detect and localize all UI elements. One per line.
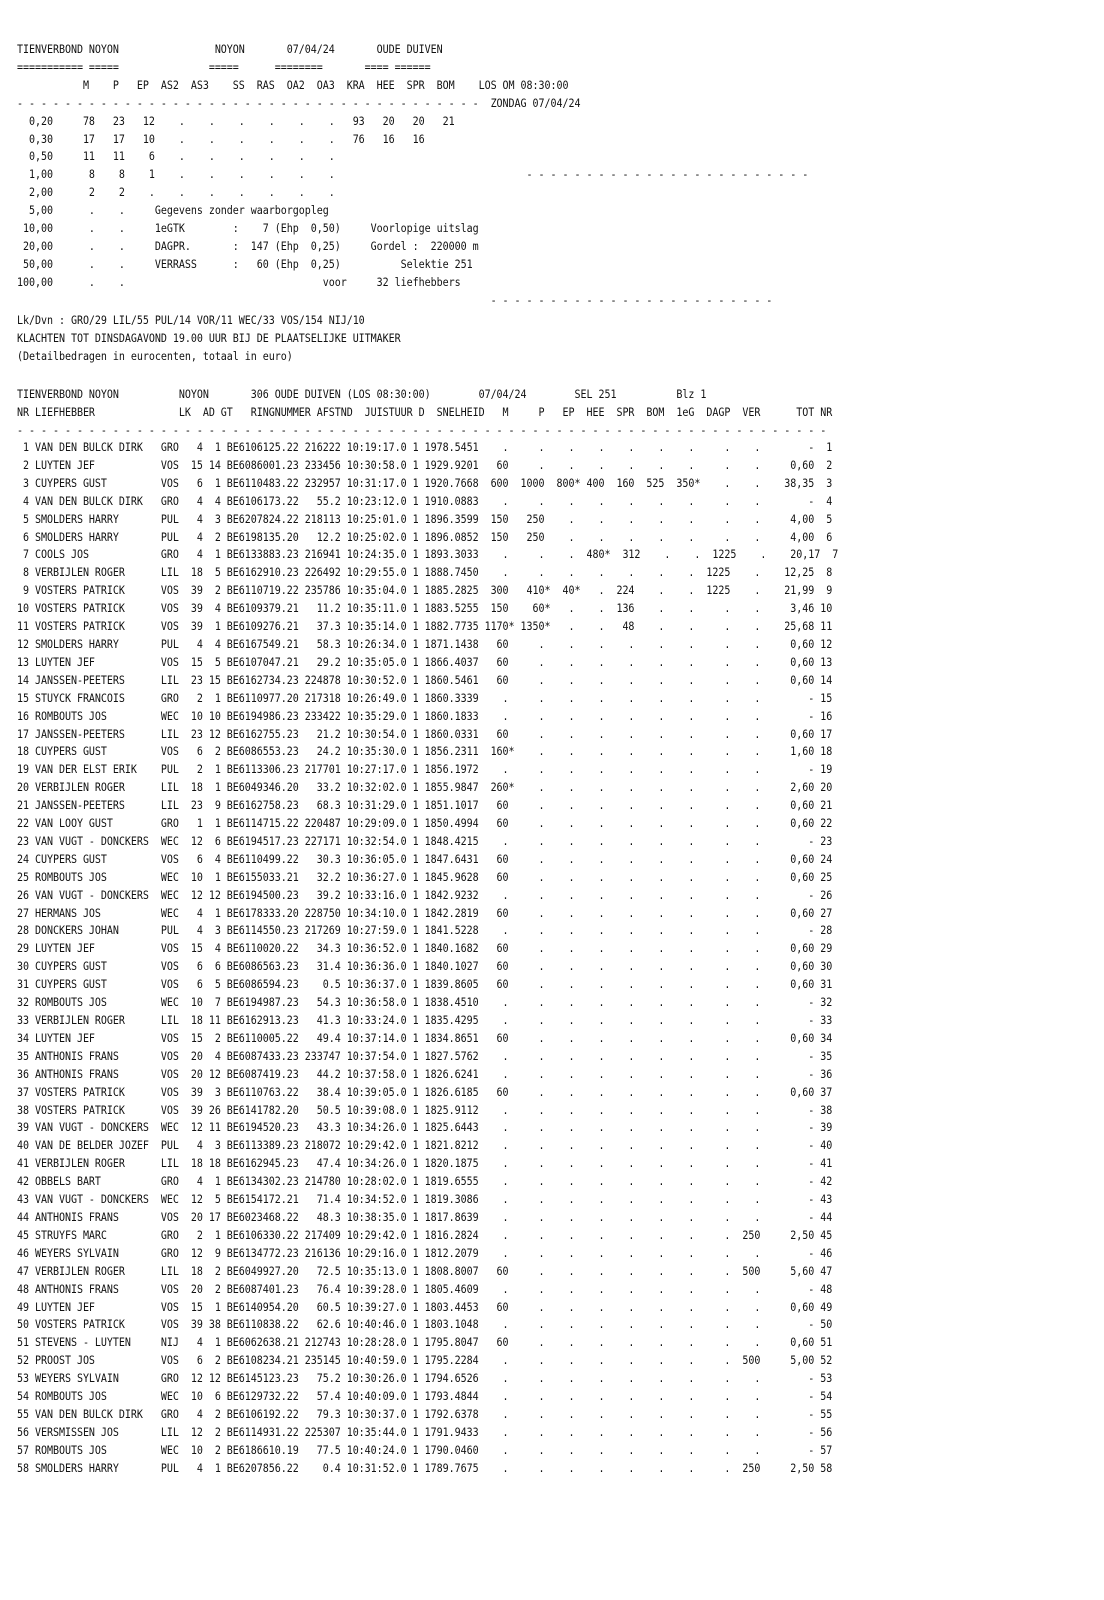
summary-header-line: 50,00 . . VERRASS : 60 (Ehp 0,25) Selektie 251 [17,256,473,271]
table-row: 27 HERMANS JOS WEC 4 1 BE6178333.20 228750 10:34:10.0 1 1842.2819 60 . . . . . . . . 0,60 27 [17,905,833,920]
table-row: 14 JANSSEN-PEETERS LIL 23 15 BE6162734.23 224878 10:30:52.0 1 1860.5461 60 . . . . . . . . 0,60 14 [17,672,833,687]
table-header-line: - - - - - - - - - - - - - - - - - - - - - - - - - - - - - - - - - - - - - - - - - - - - - - - - - - - - - - - - - - - - - - - - - - - - [17,422,827,437]
table-row: 52 PROOST JOS VOS 6 2 BE6108234.21 235145 10:40:59.0 1 1795.2284 . . . . . . . . 500 5,00 52 [17,1353,833,1368]
table-row: 53 WEYERS SYLVAIN GRO 12 12 BE6145123.23 75.2 10:30:26.0 1 1794.6526 . . . . . . . . . - 53 [17,1371,833,1386]
table-row: 22 VAN LOOY GUST GRO 1 1 BE6114715.22 220487 10:29:09.0 1 1850.4994 60 . . . . . . . . 0,60 22 [17,816,833,831]
table-row: 26 VAN VUGT - DONCKERS WEC 12 12 BE6194500.23 39.2 10:33:16.0 1 1842.9232 . . . . . . . . . - 26 [17,887,833,902]
table-row: 1 VAN DEN BULCK DIRK GRO 4 1 BE6106125.22 216222 10:19:17.0 1 1978.5451 . . . . . . . . . - 1 [17,440,833,454]
table-row: 16 ROMBOUTS JOS WEC 10 10 BE6194986.23 233422 10:35:29.0 1 1860.1833 . . . . . . . . . - 16 [17,708,833,723]
table-row: 55 VAN DEN BULCK DIRK GRO 4 2 BE6106192.22 79.3 10:30:37.0 1 1792.6378 . . . . . . . . . - 55 [17,1406,833,1421]
summary-header-block [17,41,808,310]
table-row: 37 VOSTERS PATRICK VOS 39 3 BE6110763.22 38.4 10:39:05.0 1 1826.6185 60 . . . . . . . . 0,60 37 [17,1084,833,1099]
table-row: 23 VAN VUGT - DONCKERS WEC 12 6 BE6194517.23 227171 10:32:54.0 1 1848.4215 . . . . . . . . . - 23 [17,833,833,848]
table-row: 40 VAN DE BELDER JOZEF PUL 4 3 BE6113389.23 218072 10:29:42.0 1 1821.8212 . . . . . . . . . - 40 [17,1138,833,1153]
table-row: 5 SMOLDERS HARRY PUL 4 3 BE6207824.22 218113 10:25:01.0 1 1896.3599 150 250 . . . . . . . 4,00 5 [17,511,833,526]
table-row: 28 DONCKERS JOHAN PUL 4 3 BE6114550.23 217269 10:27:59.0 1 1841.5228 . . . . . . . . . - 28 [17,923,833,938]
table-row: 2 LUYTEN JEF VOS 15 14 BE6086001.23 233456 10:30:58.0 1 1929.9201 60 . . . . . . . . 0,60 2 [17,457,833,472]
table-row: 13 LUYTEN JEF VOS 15 5 BE6107047.21 29.2 10:35:05.0 1 1866.4037 60 . . . . . . . . 0,60 13 [17,654,833,669]
table-row: 50 VOSTERS PATRICK VOS 39 38 BE6110838.22 62.6 10:40:46.0 1 1803.1048 . . . . . . . . . - 50 [17,1317,833,1332]
summary-header-line: 2,00 2 2 . . . . . . . [17,185,335,200]
table-row: 4 VAN DEN BULCK DIRK GRO 4 4 BE6106173.22 55.2 10:23:12.0 1 1910.0883 . . . . . . . . . - 4 [17,493,833,508]
table-row: 49 LUYTEN JEF VOS 15 1 BE6140954.20 60.5 10:39:27.0 1 1803.4453 60 . . . . . . . . 0,60 49 [17,1299,833,1314]
table-row: 9 VOSTERS PATRICK VOS 39 2 BE6110719.22 235786 10:35:04.0 1 1885.2825 300 410* 40* . 224 . . 1225 . 21,99 9 [17,583,833,598]
table-row: 43 VAN VUGT - DONCKERS WEC 12 5 BE6154172.21 71.4 10:34:52.0 1 1819.3086 . . . . . . . . . - 43 [17,1192,833,1207]
table-row: 19 VAN DER ELST ERIK PUL 2 1 BE6113306.23 217701 10:27:17.0 1 1856.1972 . . . . . . . . . - 19 [17,762,833,777]
summary-header-line: 10,00 . . 1eGTK : 7 (Ehp 0,50) Voorlopige uitslag [17,221,479,236]
table-row: 10 VOSTERS PATRICK VOS 39 4 BE6109379.21 11.2 10:35:11.0 1 1883.5255 150 60* . . 136 . . . . 3,46 10 [17,601,833,616]
table-row: 47 VERBIJLEN ROGER LIL 18 2 BE6049927.20 72.5 10:35:13.0 1 1808.8007 60 . . . . . . . 500 5,60 47 [17,1263,833,1278]
summary-header-line: 0,20 78 23 12 . . . . . . 93 20 20 21 [17,113,455,128]
table-row: 38 VOSTERS PATRICK VOS 39 26 BE6141782.20 50.5 10:39:08.0 1 1825.9112 . . . . . . . . . - 38 [17,1102,833,1117]
note-line: (Detailbedragen in eurocenten, totaal in euro) [17,348,293,363]
table-row: 45 STRUYFS MARC GRO 2 1 BE6106330.22 217409 10:29:42.0 1 1816.2824 . . . . . . . . 250 2,50 45 [17,1227,833,1242]
table-row: 34 LUYTEN JEF VOS 15 2 BE6110005.22 49.4 10:37:14.0 1 1834.8651 60 . . . . . . . . 0,60 34 [17,1030,833,1045]
results-table-header [17,386,832,440]
table-row: 54 ROMBOUTS JOS WEC 10 6 BE6129732.22 57.4 10:40:09.0 1 1793.4844 . . . . . . . . . - 54 [17,1389,833,1404]
table-row: 21 JANSSEN-PEETERS LIL 23 9 BE6162758.23 68.3 10:31:29.0 1 1851.1017 60 . . . . . . . . 0,60 21 [17,798,833,813]
summary-header-line: 0,30 17 17 10 . . . . . . 76 16 16 [17,131,425,146]
table-row: 8 VERBIJLEN ROGER LIL 18 5 BE6162910.23 226492 10:29:55.0 1 1888.7450 . . . . . . . 1225 . 12,25 8 [17,565,833,580]
summary-header-line: 5,00 . . Gegevens zonder waarborgopleg [17,203,329,218]
table-row: 48 ANTHONIS FRANS VOS 20 2 BE6087401.23 76.4 10:39:28.0 1 1805.4609 . . . . . . . . . - 48 [17,1281,833,1296]
table-header-line: NR LIEFHEBBER LK AD GT RINGNUMMER AFSTND JUISTUUR D SNELHEID M P EP HEE SPR BOM 1eG DAGP VER TOT NR [17,404,833,419]
table-row: 36 ANTHONIS FRANS VOS 20 12 BE6087419.23 44.2 10:37:58.0 1 1826.6241 . . . . . . . . . - 36 [17,1066,833,1081]
summary-header-line: 100,00 . . voor 32 liefhebbers [17,274,461,289]
table-row: 46 WEYERS SYLVAIN GRO 12 9 BE6134772.23 216136 10:29:16.0 1 1812.2079 . . . . . . . . . - 46 [17,1245,833,1260]
table-row: 41 VERBIJLEN ROGER LIL 18 18 BE6162945.23 47.4 10:34:26.0 1 1820.1875 . . . . . . . . . - 41 [17,1156,833,1171]
note-line: KLACHTEN TOT DINSDAGAVOND 19.00 UUR BIJ DE PLAATSELIJKE UITMAKER [17,330,401,345]
table-row: 56 VERSMISSEN JOS LIL 12 2 BE6114931.22 225307 10:35:44.0 1 1791.9433 . . . . . . . . . - 56 [17,1424,833,1439]
notes-block [17,312,401,366]
summary-header-line: 20,00 . . DAGPR. : 147 (Ehp 0,25) Gordel : 220000 m [17,238,479,253]
table-row: 29 LUYTEN JEF VOS 15 4 BE6110020.22 34.3 10:36:52.0 1 1840.1682 60 . . . . . . . . 0,60 29 [17,941,833,956]
table-row: 25 ROMBOUTS JOS WEC 10 1 BE6155033.21 32.2 10:36:27.0 1 1845.9628 60 . . . . . . . . 0,60 25 [17,869,833,884]
note-line: Lk/Dvn : GRO/29 LIL/55 PUL/14 VOR/11 WEC/33 VOS/154 NIJ/10 [17,313,365,327]
table-header-line: TIENVERBOND NOYON NOYON 306 OUDE DUIVEN (LOS 08:30:00) 07/04/24 SEL 251 Blz 1 [17,387,707,401]
table-row: 32 ROMBOUTS JOS WEC 10 7 BE6194987.23 54.3 10:36:58.0 1 1838.4510 . . . . . . . . . - 32 [17,995,833,1010]
table-row: 33 VERBIJLEN ROGER LIL 18 11 BE6162913.23 41.3 10:33:24.0 1 1835.4295 . . . . . . . . . - 33 [17,1013,833,1027]
table-row: 12 SMOLDERS HARRY PUL 4 4 BE6167549.21 58.3 10:26:34.0 1 1871.1438 60 . . . . . . . . 0,60 12 [17,636,833,651]
summary-header-line: 1,00 8 8 1 . . . . . . - - - - - - - - - - - - - - - - - - - - - - - - [17,167,809,182]
table-row: 15 STUYCK FRANCOIS GRO 2 1 BE6110977.20 217318 10:26:49.0 1 1860.3339 . . . . . . . . . - 15 [17,690,833,705]
table-row: 3 CUYPERS GUST VOS 6 1 BE6110483.22 232957 10:31:17.0 1 1920.7668 600 1000 800* 400 160 525 350* . . 38,35 3 [17,475,833,490]
table-row: 11 VOSTERS PATRICK VOS 39 1 BE6109276.21 37.3 10:35:14.0 1 1882.7735 1170* 1350* . . 48 . . . . 25,68 11 [17,619,833,634]
summary-header-line: 0,50 11 11 6 . . . . . . [17,149,335,164]
results-table-body [17,439,838,1478]
summary-header-line: - - - - - - - - - - - - - - - - - - - - - - - - [17,292,773,307]
table-row: 18 CUYPERS GUST VOS 6 2 BE6086553.23 24.2 10:35:30.0 1 1856.2311 160* . . . . . . . . 1,60 18 [17,744,833,759]
summary-header-line: M P EP AS2 AS3 SS RAS OA2 OA3 KRA HEE SPR BOM LOS OM 08:30:00 [17,77,569,92]
table-row: 17 JANSSEN-PEETERS LIL 23 12 BE6162755.23 21.2 10:30:54.0 1 1860.0331 60 . . . . . . . . 0,60 17 [17,726,833,741]
table-row: 42 OBBELS BART GRO 4 1 BE6134302.23 214780 10:28:02.0 1 1819.6555 . . . . . . . . . - 42 [17,1174,833,1189]
summary-header-line: =========== ===== ===== ======== ==== ====== [17,59,431,74]
table-row: 58 SMOLDERS HARRY PUL 4 1 BE6207856.22 0.4 10:31:52.0 1 1789.7675 . . . . . . . . 250 2,50 58 [17,1460,833,1475]
table-row: 6 SMOLDERS HARRY PUL 4 2 BE6198135.20 12.2 10:25:02.0 1 1896.0852 150 250 . . . . . . . 4,00 6 [17,529,833,544]
summary-header-line: - - - - - - - - - - - - - - - - - - - - - - - - - - - - - - - - - - - - - - - ZONDAG 07/04/24 [17,95,581,110]
table-row: 31 CUYPERS GUST VOS 6 5 BE6086594.23 0.5 10:36:37.0 1 1839.8605 60 . . . . . . . . 0,60 31 [17,977,833,992]
table-row: 57 ROMBOUTS JOS WEC 10 2 BE6186610.19 77.5 10:40:24.0 1 1790.0460 . . . . . . . . . - 57 [17,1442,833,1457]
table-row: 51 STEVENS - LUYTEN NIJ 4 1 BE6062638.21 212743 10:28:28.0 1 1795.8047 60 . . . . . . . . 0,60 51 [17,1335,833,1350]
table-row: 7 COOLS JOS GRO 4 1 BE6133883.23 216941 10:24:35.0 1 1893.3033 . . . 480* 312 . . 1225 . 20,17 7 [17,547,839,562]
table-row: 39 VAN VUGT - DONCKERS WEC 12 11 BE6194520.23 43.3 10:34:26.0 1 1825.6443 . . . . . . . . . - 39 [17,1120,833,1135]
table-row: 20 VERBIJLEN ROGER LIL 18 1 BE6049346.20 33.2 10:32:02.0 1 1855.9847 260* . . . . . . . . 2,60 20 [17,780,833,795]
table-row: 30 CUYPERS GUST VOS 6 6 BE6086563.23 31.4 10:36:36.0 1 1840.1027 60 . . . . . . . . 0,60 30 [17,959,833,974]
table-row: 35 ANTHONIS FRANS VOS 20 4 BE6087433.23 233747 10:37:54.0 1 1827.5762 . . . . . . . . . - 35 [17,1048,833,1063]
table-row: 24 CUYPERS GUST VOS 6 4 BE6110499.22 30.3 10:36:05.0 1 1847.6431 60 . . . . . . . . 0,60 24 [17,851,833,866]
table-row: 44 ANTHONIS FRANS VOS 20 17 BE6023468.22 48.3 10:38:35.0 1 1817.8639 . . . . . . . . . - 44 [17,1209,833,1224]
summary-header-line: TIENVERBOND NOYON NOYON 07/04/24 OUDE DUIVEN [17,42,443,56]
